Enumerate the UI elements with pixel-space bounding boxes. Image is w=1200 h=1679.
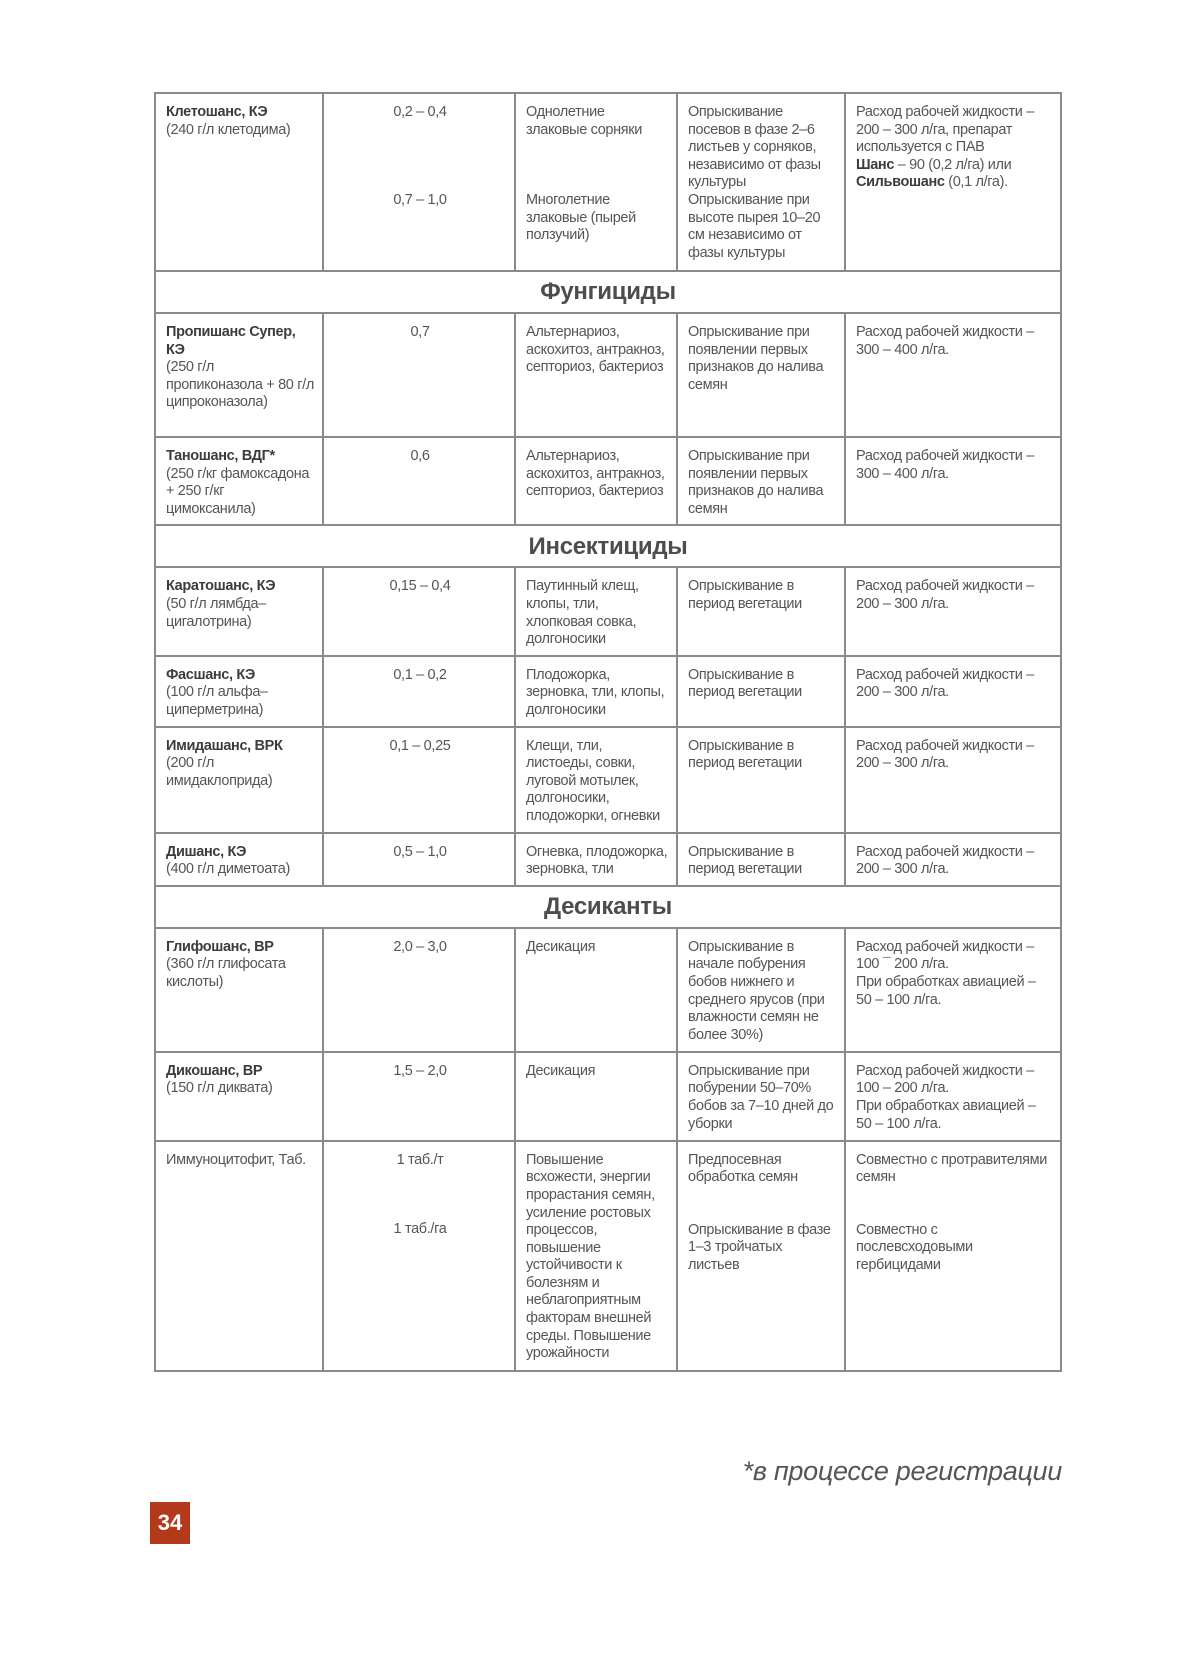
pesticide-table-container bbox=[154, 92, 1060, 1372]
section-row bbox=[155, 525, 1061, 567]
table-row bbox=[155, 93, 1061, 271]
dose-value: 0,15 – 0,4 bbox=[323, 567, 515, 655]
note-text: Совместно с послевсходовыми гербицидами bbox=[856, 1221, 973, 1273]
product-name: Глифошанс, ВР bbox=[166, 938, 274, 955]
product-name: Иммуноцитофит, Таб. bbox=[155, 1141, 323, 1371]
method-text: Предпосевная обработка семян bbox=[688, 1151, 798, 1186]
method-text: Опрыскивание при появлении первых признаков до налива семян bbox=[677, 313, 845, 437]
target-cell bbox=[515, 93, 677, 271]
note-text: Совместно с протравителями семян bbox=[856, 1151, 1047, 1186]
dose-value: 0,2 – 0,4 bbox=[393, 104, 447, 120]
section-title-desiccants: Десиканты bbox=[155, 886, 1061, 928]
product-name: Клетошанс, КЭ bbox=[166, 104, 268, 120]
note-text: Расход рабочей жидкости – 100 – 200 л/га. bbox=[856, 1062, 1034, 1097]
target-text: Альтернариоз, аскохитоз, антракноз, септориоз, бактериоз bbox=[515, 437, 677, 525]
method-text: Опрыскивание в начале побурения бобов нижнего и среднего ярусов (при влажности семян не более 30%) bbox=[677, 928, 845, 1052]
table-row bbox=[155, 1052, 1061, 1141]
method-text: Опрыскивание в фазе 1–3 тройчатых листьев bbox=[688, 1221, 831, 1273]
note-text: (0,1 л/га). bbox=[944, 174, 1008, 191]
table-row bbox=[155, 1141, 1061, 1371]
product-name: Дишанс, КЭ bbox=[166, 843, 247, 860]
product-name: Пропишанс Супер, КЭ bbox=[166, 324, 296, 358]
note-text: При обработках авиацией – 50 – 100 л/га. bbox=[856, 1097, 1036, 1132]
method-text: Опрыскивание в период вегетации bbox=[677, 567, 845, 655]
note-product-name: Сильвошанс bbox=[856, 174, 945, 191]
note-text: Расход рабочей жидкости – 100 ¯ 200 л/га. bbox=[856, 938, 1034, 973]
dose-value: 2,0 – 3,0 bbox=[323, 928, 515, 1052]
dose-value: 0,1 – 0,25 bbox=[323, 727, 515, 833]
note-text: Расход рабочей жидкости – 200 – 300 л/га. bbox=[845, 567, 1061, 655]
product-cell bbox=[155, 833, 323, 886]
note-cell bbox=[845, 1141, 1061, 1371]
method-cell bbox=[677, 93, 845, 271]
product-composition: (360 г/л глифосата кислоты) bbox=[166, 956, 286, 990]
dose-value: 1,5 – 2,0 bbox=[323, 1052, 515, 1141]
product-cell bbox=[155, 656, 323, 727]
note-text: Расход рабочей жидкости – 200 – 300 л/га, препарат используется с ПАВ bbox=[856, 104, 1034, 156]
note-text: Расход рабочей жидкости – 200 – 300 л/га. bbox=[845, 833, 1061, 886]
note-cell bbox=[845, 93, 1061, 271]
dose-value: 0,7 bbox=[323, 313, 515, 437]
page-number-badge: 34 bbox=[150, 1502, 190, 1544]
product-composition: (100 г/л альфа–циперметрина) bbox=[166, 684, 268, 718]
target-text: Однолетние злаковые сорняки bbox=[526, 104, 643, 138]
method-text: Опрыскивание в период вегетации bbox=[677, 656, 845, 727]
registration-footnote: *в процессе регистрации bbox=[742, 1456, 1062, 1486]
section-row bbox=[155, 886, 1061, 928]
product-composition: (400 г/л диметоата) bbox=[166, 861, 290, 878]
note-product-name: Шанс bbox=[856, 156, 895, 173]
product-composition: (50 г/л лямбда–цигалотрина) bbox=[166, 595, 266, 630]
target-text: Альтернариоз, аскохитоз, антракноз, септориоз, бактериоз bbox=[515, 313, 677, 437]
dose-value: 1 таб./т bbox=[396, 1151, 444, 1168]
method-text: Опрыскивание при высоте пырея 10–20 см независимо от фазы культуры bbox=[688, 192, 821, 261]
table-row bbox=[155, 928, 1061, 1052]
target-text: Десикация bbox=[515, 1052, 677, 1141]
method-text: Опрыскивание при побурении 50–70% бобов за 7–10 дней до уборки bbox=[677, 1052, 845, 1141]
note-text: При обработках авиацией – 50 – 100 л/га. bbox=[856, 973, 1036, 1008]
section-row bbox=[155, 271, 1061, 313]
target-text: Огневка, плодожорка, зерновка, тли bbox=[515, 833, 677, 886]
product-name: Имидашанс, ВРК bbox=[166, 737, 283, 754]
table-row bbox=[155, 833, 1061, 886]
note-text: – 90 (0,2 л/га) или bbox=[894, 156, 1012, 173]
dose-value: 1 таб./га bbox=[393, 1221, 447, 1238]
section-title-insecticides: Инсектициды bbox=[155, 525, 1061, 567]
product-cell bbox=[155, 567, 323, 655]
target-text: Повышение всхожести, энергии прорастания семян, усиление ростовых процессов, повышение устойчивости к болезням и неблагоприятным факторам внешней среды. Повышение урожайности bbox=[515, 1141, 677, 1371]
target-text: Плодожорка, зерновка, тли, клопы, долгоносики bbox=[515, 656, 677, 727]
dose-value: 0,7 – 1,0 bbox=[393, 191, 447, 208]
table-row bbox=[155, 313, 1061, 437]
dose-value: 0,6 bbox=[323, 437, 515, 525]
method-text: Опрыскивание в период вегетации bbox=[677, 833, 845, 886]
product-cell bbox=[155, 1052, 323, 1141]
method-text: Опрыскивание посевов в фазе 2–6 листьев у сорняков, независимо от фазы культуры bbox=[688, 104, 821, 191]
product-composition: (250 г/кг фамоксадона + 250 г/кг цимоксанила) bbox=[166, 465, 310, 517]
product-name: Фасшанс, КЭ bbox=[166, 666, 256, 683]
product-name: Дикошанс, ВР bbox=[166, 1062, 263, 1079]
table-row bbox=[155, 727, 1061, 833]
method-text: Опрыскивание при появлении первых признаков до налива семян bbox=[677, 437, 845, 525]
table-row bbox=[155, 656, 1061, 727]
product-cell bbox=[155, 93, 323, 271]
note-cell bbox=[845, 1052, 1061, 1141]
dose-value: 0,1 – 0,2 bbox=[323, 656, 515, 727]
product-name: Таношанс, ВДГ* bbox=[166, 448, 275, 464]
dose-value: 0,5 – 1,0 bbox=[323, 833, 515, 886]
product-composition: (250 г/л пропиконазола + 80 г/л ципроконазола) bbox=[166, 359, 314, 411]
target-text: Десикация bbox=[515, 928, 677, 1052]
dose-cell bbox=[323, 1141, 515, 1371]
method-cell bbox=[677, 1141, 845, 1371]
product-name: Каратошанс, КЭ bbox=[166, 578, 276, 595]
note-text: Расход рабочей жидкости – 300 – 400 л/га. bbox=[845, 313, 1061, 437]
section-title-fungicides: Фунгициды bbox=[155, 271, 1061, 313]
target-text: Клещи, тли, листоеды, совки, луговой мотылек, долгоносики, плодожорки, огневки bbox=[515, 727, 677, 833]
product-cell bbox=[155, 313, 323, 437]
product-cell bbox=[155, 727, 323, 833]
table-row bbox=[155, 567, 1061, 655]
product-composition: (150 г/л диквата) bbox=[166, 1080, 273, 1097]
table-row bbox=[155, 437, 1061, 525]
target-text: Многолетние злаковые (пырей ползучий) bbox=[526, 192, 636, 244]
note-text: Расход рабочей жидкости – 300 – 400 л/га. bbox=[845, 437, 1061, 525]
note-text: Расход рабочей жидкости – 200 – 300 л/га. bbox=[845, 727, 1061, 833]
product-composition: (240 г/л клетодима) bbox=[166, 121, 291, 138]
dose-cell bbox=[323, 93, 515, 271]
product-cell bbox=[155, 437, 323, 525]
pesticide-table bbox=[154, 92, 1062, 1372]
product-composition: (200 г/л имидаклоприда) bbox=[166, 755, 273, 789]
target-text: Паутинный клещ, клопы, тли, хлопковая совка, долгоносики bbox=[515, 567, 677, 655]
note-text: Расход рабочей жидкости – 200 – 300 л/га. bbox=[845, 656, 1061, 727]
note-cell bbox=[845, 928, 1061, 1052]
method-text: Опрыскивание в период вегетации bbox=[677, 727, 845, 833]
product-cell bbox=[155, 928, 323, 1052]
